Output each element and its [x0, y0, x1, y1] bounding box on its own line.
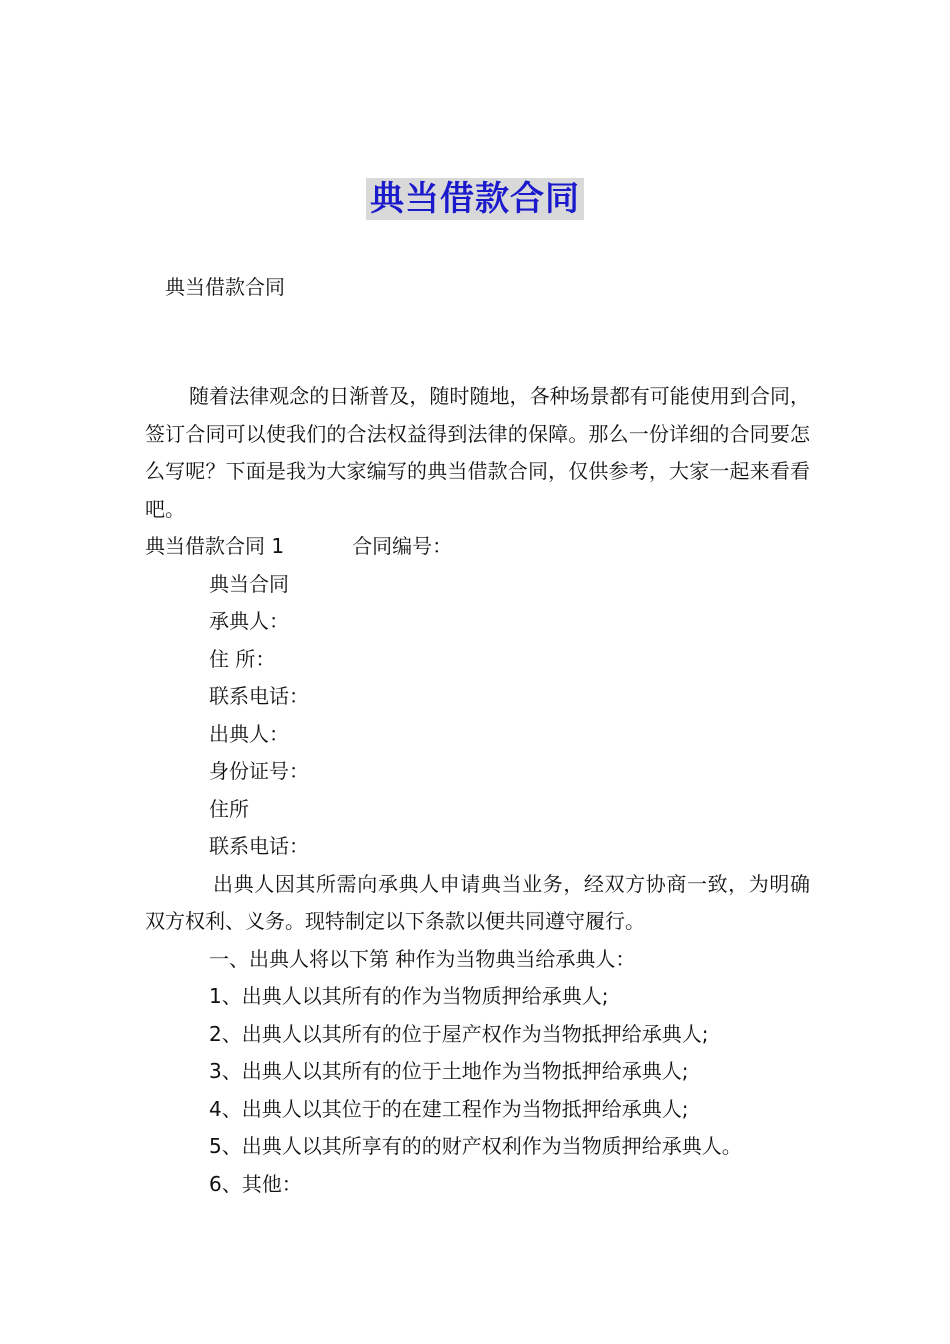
clause-item: 3、出典人以其所有的位于土地作为当物抵押给承典人;	[209, 1059, 689, 1083]
clause-heading: 一、出典人将以下第 种作为当物典当给承典人：	[209, 946, 636, 971]
field-line: 住 所：	[209, 646, 276, 671]
field-line: 联系电话：	[209, 684, 309, 708]
contract-number-label: 合同编号：	[352, 534, 453, 558]
contract-heading: 典当借款合同 1	[145, 534, 285, 558]
field-line: 身份证号：	[209, 759, 309, 783]
field-line: 承典人：	[209, 609, 289, 633]
clause-item: 5、出典人以其所享有的的财产权利作为当物质押给承典人。	[209, 1134, 742, 1158]
clause-item: 6、其他：	[209, 1171, 302, 1196]
document-body	[145, 378, 810, 1203]
field-line: 出典人：	[209, 721, 289, 746]
document-title: 典当借款合同	[366, 178, 584, 220]
document-subtitle: 典当借款合同	[165, 275, 285, 299]
preamble-paragraph: 出典人因其所需向承典人申请典当业务，经双方协商一致，为明确双方权利、义务。现特制定以下条款以便共同遵守履行。	[145, 871, 810, 933]
clause-item: 4、出典人以其位于的在建工程作为当物抵押给承典人;	[209, 1096, 689, 1121]
field-line: 住所	[209, 796, 249, 821]
clause-item: 2、出典人以其所有的位于屋产权作为当物抵押给承典人;	[209, 1021, 709, 1046]
title-container	[0, 178, 950, 220]
field-line: 典当合同	[209, 571, 289, 596]
contract-heading-line	[145, 528, 810, 566]
field-line: 联系电话：	[209, 834, 309, 858]
clause-item: 1、出典人以其所有的作为当物质押给承典人;	[209, 984, 609, 1008]
intro-paragraph: 随着法律观念的日渐普及，随时随地，各种场景都有可能使用到合同，签订合同可以使我们的合法权益得到法律的保障。那么一份详细的合同要怎么写呢？下面是我为大家编写的典当借款合同，仅供参考，大家一起来看看吧。	[145, 384, 810, 521]
